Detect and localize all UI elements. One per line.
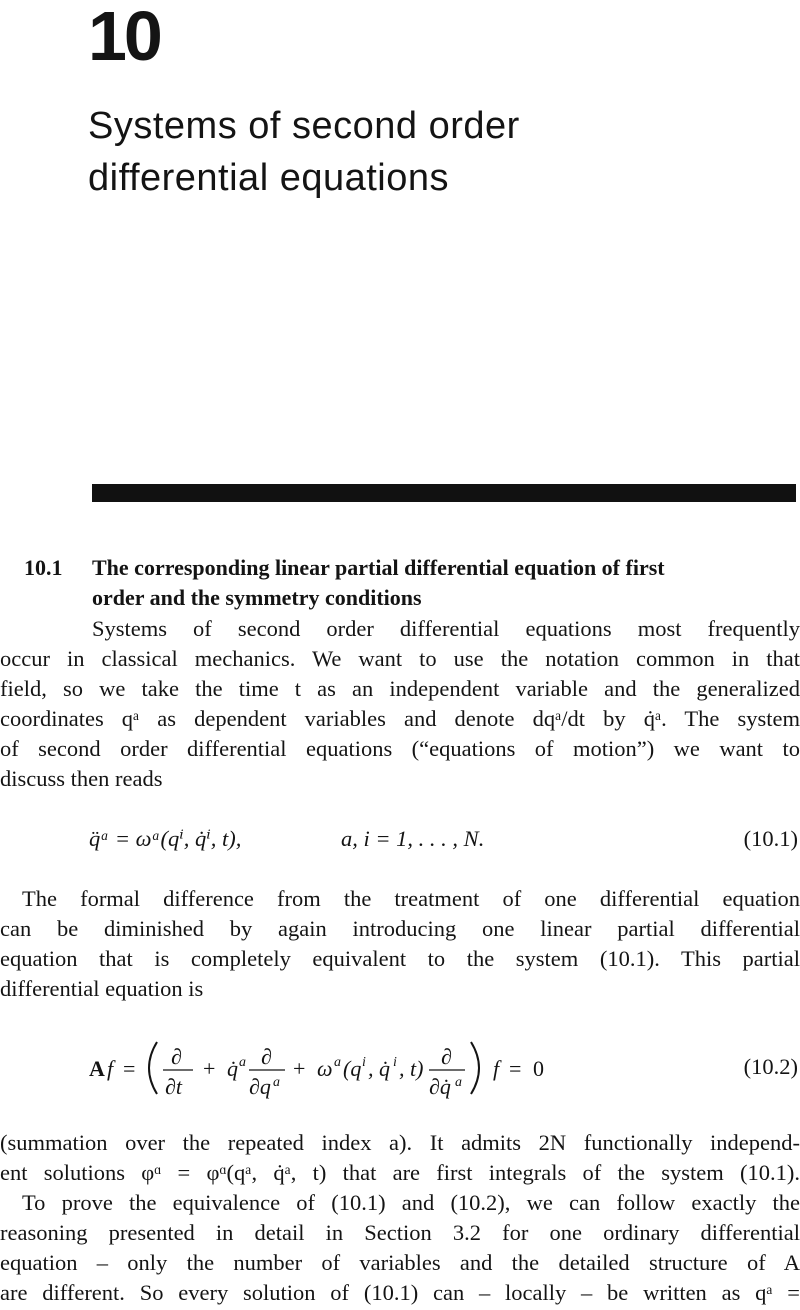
chapter-title [88,100,788,204]
svg-text:i: i [393,1055,397,1070]
svg-text:∂q: ∂q [249,1074,271,1099]
svg-text:∂: ∂ [171,1044,182,1069]
equation-expression: q̈ᵃ = ωᵃ(qⁱ, q̇ⁱ, t), [89,826,242,851]
svg-text:, q̇: , q̇ [368,1056,390,1081]
text-line: occur in classical mechanics. We want to use the notation common in that [0,646,800,671]
text-line: equation that is completely equivalent to the system (10.1). This partial [0,946,800,971]
paragraph-intro [0,614,800,794]
equation-10-1 [89,826,800,856]
paragraph-difference [0,884,800,1004]
text-line: reasoning presented in detail in Section 3.2 for one ordinary differential [0,1220,800,1245]
svg-text:q̇: q̇ [227,1056,238,1081]
svg-text:, t): , t) [399,1056,424,1081]
svg-text:0: 0 [533,1056,544,1081]
svg-text:=: = [509,1056,522,1081]
equation-10-2 [89,1028,800,1108]
section-title-line: order and the symmetry conditions [92,585,422,610]
svg-text:i: i [362,1055,366,1070]
svg-text:f: f [107,1056,114,1081]
text-line: To prove the equivalence of (10.1) and (10.2), we can follow exactly the [22,1190,800,1215]
svg-text:∂: ∂ [441,1044,452,1069]
text-line: of second order differential equations (“equations of motion”) we want to [0,736,800,761]
text-line: coordinates qᵃ as dependent variables and denote dqᵃ/dt by q̇ᵃ. The system [0,706,800,731]
section-title-line: The corresponding linear partial differential equation of first [92,555,665,580]
svg-text:a: a [239,1055,246,1070]
equation-number: (10.1) [743,826,798,851]
svg-text:a: a [273,1075,280,1090]
svg-text:(q: (q [343,1056,362,1081]
text-line: ent solutions φᵅ = φᵅ(qᵃ, q̇ᵃ, t) that are first integrals of the system (10.1). [0,1160,800,1185]
chapter-title-line: differential equations [88,157,449,199]
svg-text:∂t: ∂t [165,1074,182,1099]
text-line: equation – only the number of variables and the detailed structure of A [0,1250,800,1275]
text-line: Systems of second order differential equations most frequently [92,616,800,641]
equation-number: (10.2) [743,1054,798,1079]
text-line: can be diminished by again introducing one linear partial differential [0,916,800,941]
chapter-number: 10 [88,0,160,75]
svg-text:a: a [455,1075,462,1090]
equation-condition: a, i = 1, . . . , N. [341,826,485,851]
equation-formula [89,1028,589,1108]
svg-text:ω: ω [317,1056,333,1081]
svg-text:=: = [123,1056,136,1081]
section-heading [24,553,784,613]
svg-text:+: + [293,1056,306,1081]
svg-text:f: f [493,1056,500,1081]
chapter-rule [92,484,796,502]
paragraph-summation [0,1128,800,1308]
svg-text:∂: ∂ [261,1044,272,1069]
section-number: 10.1 [24,555,63,580]
text-line: The formal difference from the treatment of one differential equation [22,886,800,911]
svg-text:+: + [203,1056,216,1081]
text-line: discuss then reads [0,766,163,791]
svg-text:A: A [89,1056,105,1081]
text-line: are different. So every solution of (10.1) can – locally – be written as qᵃ = [0,1280,800,1305]
text-line: differential equation is [0,976,204,1001]
svg-text:a: a [334,1055,341,1070]
svg-text:∂q̇: ∂q̇ [429,1074,451,1099]
text-line: field, so we take the time t as an independent variable and the generalized [0,676,800,701]
text-line: (summation over the repeated index a). It admits 2N functionally independ- [0,1130,800,1155]
chapter-title-line: Systems of second order [88,105,520,147]
